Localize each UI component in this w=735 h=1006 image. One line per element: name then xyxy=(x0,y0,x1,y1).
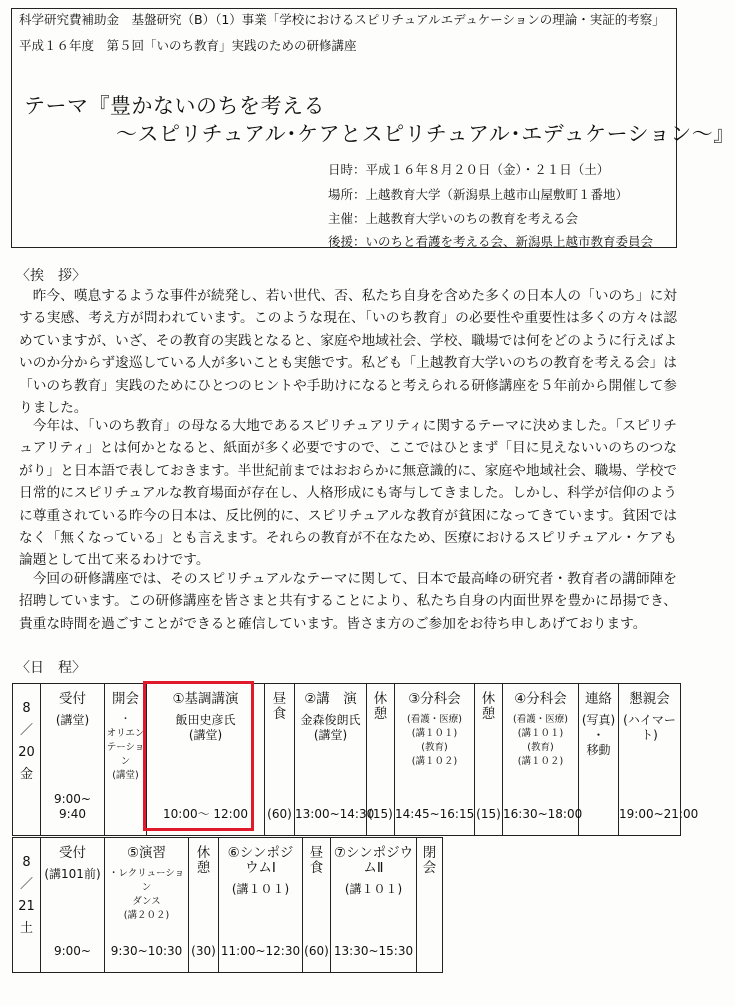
session-title: ②講 演 xyxy=(304,691,357,707)
day2-session-cell xyxy=(331,838,417,973)
day1-session-cell xyxy=(105,684,147,836)
greeting-label: 〈挨 拶〉 xyxy=(16,268,86,284)
session-time: (30) xyxy=(191,944,216,958)
greeting-paragraph-2: 今年は、「いのち教育」の母なる大地であるスピリチュアリティに関するテーマに決めました。「スピリチュアリティ」とは何かとなると、紙面が多く必要ですので、ここではひとまず「目に見えないいのちのつながり」と日本語で表しておきます。半世紀前まではおおらかに無意識的に、家庭や地域社会、職場、学校で日常的にスピリチュアルな教育場面が存在し、人格形成にも寄与してきました。しかし、科学が信仰のように尊重されている昨今の日本は、反比例的に、スピリチュアルな教育が貧困になってきています。貧困ではなく「無くなっている」とも言えます。それらの教育が不在なため、医療におけるスピリチュアル・ケアも論題として出て来るわけです。 xyxy=(19,418,677,569)
session-detail: (看護・医療) (講１０１) (教育) (講１０２) xyxy=(407,714,462,767)
session-title: 昼 食 xyxy=(272,691,287,722)
session-detail: ・ オリエンテーション (講堂) xyxy=(106,714,145,781)
session-detail: 飯田史彦氏 (講堂) xyxy=(175,713,236,742)
session-time: 9:40 xyxy=(59,807,86,821)
session-time: 9:00~ xyxy=(53,792,91,806)
header-line-2: 平成１６年度 第５回「いのち教育」実践のための研修講座 xyxy=(19,38,357,53)
session-detail: (講堂) xyxy=(55,713,90,727)
session-time: 13:30~15:30 xyxy=(333,944,414,958)
session-title: ①基調講演 xyxy=(172,691,239,707)
day2-session-cell xyxy=(189,838,219,973)
session-title: 開会 xyxy=(112,691,139,707)
session-detail: (講１０１) xyxy=(344,882,403,896)
day1-session-cell xyxy=(503,684,583,836)
day2-session-cell xyxy=(105,838,189,973)
session-time: 19:00~21:00 xyxy=(619,807,699,821)
session-detail: 金森俊朗氏 (講堂) xyxy=(300,713,361,742)
day1-session-cell xyxy=(367,684,395,836)
session-title: ⑥シンポジ ウムⅠ xyxy=(227,845,294,876)
session-detail: (看護・医療) (講１０１) (教育) (講１０２) xyxy=(513,714,568,767)
session-detail: (写真) ・ 移動 xyxy=(581,713,616,757)
session-title: 休 憩 xyxy=(196,845,211,876)
day2-date-part: 21 xyxy=(18,899,35,914)
session-title: 休 憩 xyxy=(373,691,388,722)
session-time: (60) xyxy=(304,944,329,958)
day1-session-cell xyxy=(265,684,295,836)
greeting-paragraph-3: 今回の研修講座では、そのスピリチュアルなテーマに関して、日本で最高峰の研究者・教育者の講師陣を招聘しています。この研修講座を皆さまと共有することにより、私たち自身の内面世界を豊かに昂揚でき、貴重な時間を過ごすことができると確信しています。皆さま方のご参加をお待ち申しあげております。 xyxy=(19,571,677,632)
session-title: ⑤演習 xyxy=(126,845,167,861)
session-time: (15) xyxy=(368,807,393,821)
session-title: 受付 xyxy=(59,845,86,861)
schedule-day2-table xyxy=(12,837,443,973)
session-time: (15) xyxy=(476,807,501,821)
header-line-1: 科学研究費補助金 基盤研究（B）（1）事業「学校におけるスピリチュアルエデュケーションの理論・実証的考察」 xyxy=(19,12,665,27)
session-title: ⑦シンポジウ ムⅡ xyxy=(333,845,414,876)
session-time: 9:30~10:30 xyxy=(110,944,183,958)
schedule-label: 〈日 程〉 xyxy=(16,660,86,676)
session-title: 休 憩 xyxy=(481,691,496,722)
day2-session-cell xyxy=(219,838,303,973)
theme-title: テーマ『豊かないのちを考える xyxy=(24,94,325,118)
day2-date-cell xyxy=(13,838,41,973)
session-time: 10:00～ 12:00 xyxy=(163,807,248,821)
session-time: 9:00~ xyxy=(53,944,91,958)
session-time: 13:00~14:30 xyxy=(295,807,375,821)
day2-date-part: 土 xyxy=(19,921,33,936)
event-host: 主催：上越教育大学いのちの教育を考える会 xyxy=(328,211,579,226)
session-time: 11:00~12:30 xyxy=(220,944,301,958)
day2-date-part: ／ xyxy=(19,877,33,892)
session-title: ④分科会 xyxy=(514,691,567,707)
session-detail: (ハイマート) xyxy=(623,713,676,742)
session-title: 連絡 xyxy=(585,691,612,707)
event-support: 後援：いのちと看護を考える会、新潟県上越市教育委員会 xyxy=(328,234,654,249)
day2-session-cell xyxy=(417,838,443,973)
session-detail: (講１０１) xyxy=(231,882,290,896)
day1-date-part: 金 xyxy=(19,767,33,782)
session-time: 14:45~16:15 xyxy=(395,807,475,821)
day1-session-cell xyxy=(475,684,503,836)
session-title: 懇親会 xyxy=(629,691,670,707)
event-date: 日時：平成１６年８月２０日（金）・２１日（土） xyxy=(328,162,610,177)
event-place: 場所：上越教育大学（新潟県上越市山屋敷町１番地） xyxy=(328,187,629,202)
day1-date-part: 20 xyxy=(18,745,35,760)
day1-session-cell xyxy=(619,684,699,836)
day1-session-cell xyxy=(579,684,619,836)
day2-date-part: 8 xyxy=(22,855,31,870)
session-title: 閉会 xyxy=(422,845,437,876)
session-title: ③分科会 xyxy=(408,691,461,707)
greeting-paragraph-1: 昨今、嘆息するような事件が続発し、若い世代、否、私たち自身を含めた多くの日本人の「いのち」に対する実感、考え方が問われています。このような現在、「いのち教育」の必要性や重要性は多くの方々は認めていますが、いざ、その教育の実践となると、家庭や地域社会、学校、職場では何をどのように行えばよいのか分からず逡巡している人が多いことも実態です。私ども「上越教育大学いのちの教育を考える会」は「いのち教育」実践のためにひとつのヒントや手助けになると考えられる研修講座を５年前から開催して参りました。 xyxy=(19,288,677,417)
highlight-box xyxy=(143,681,254,831)
day2-session-cell xyxy=(41,838,105,973)
session-time: 16:30~18:00 xyxy=(503,807,583,821)
day1-session-cell xyxy=(295,684,375,836)
session-detail: (講101前) xyxy=(44,867,101,881)
day2-session-cell xyxy=(303,838,331,973)
day1-date-part: 8 xyxy=(22,701,31,716)
session-title: 昼 食 xyxy=(309,845,324,876)
day1-date-part: ／ xyxy=(19,723,33,738)
session-title: 受付 xyxy=(59,691,86,707)
day1-session-cell xyxy=(41,684,105,836)
theme-subtitle: ～スピリチュアル･ケアとスピリチュアル･エデュケーション～』 xyxy=(116,122,735,146)
session-time: (60) xyxy=(267,807,292,821)
session-detail: ・レクリューション ダンス (講２０２) xyxy=(108,868,185,921)
day1-date-cell xyxy=(13,684,41,836)
day1-session-cell xyxy=(395,684,475,836)
schedule-day1-table xyxy=(12,683,699,836)
